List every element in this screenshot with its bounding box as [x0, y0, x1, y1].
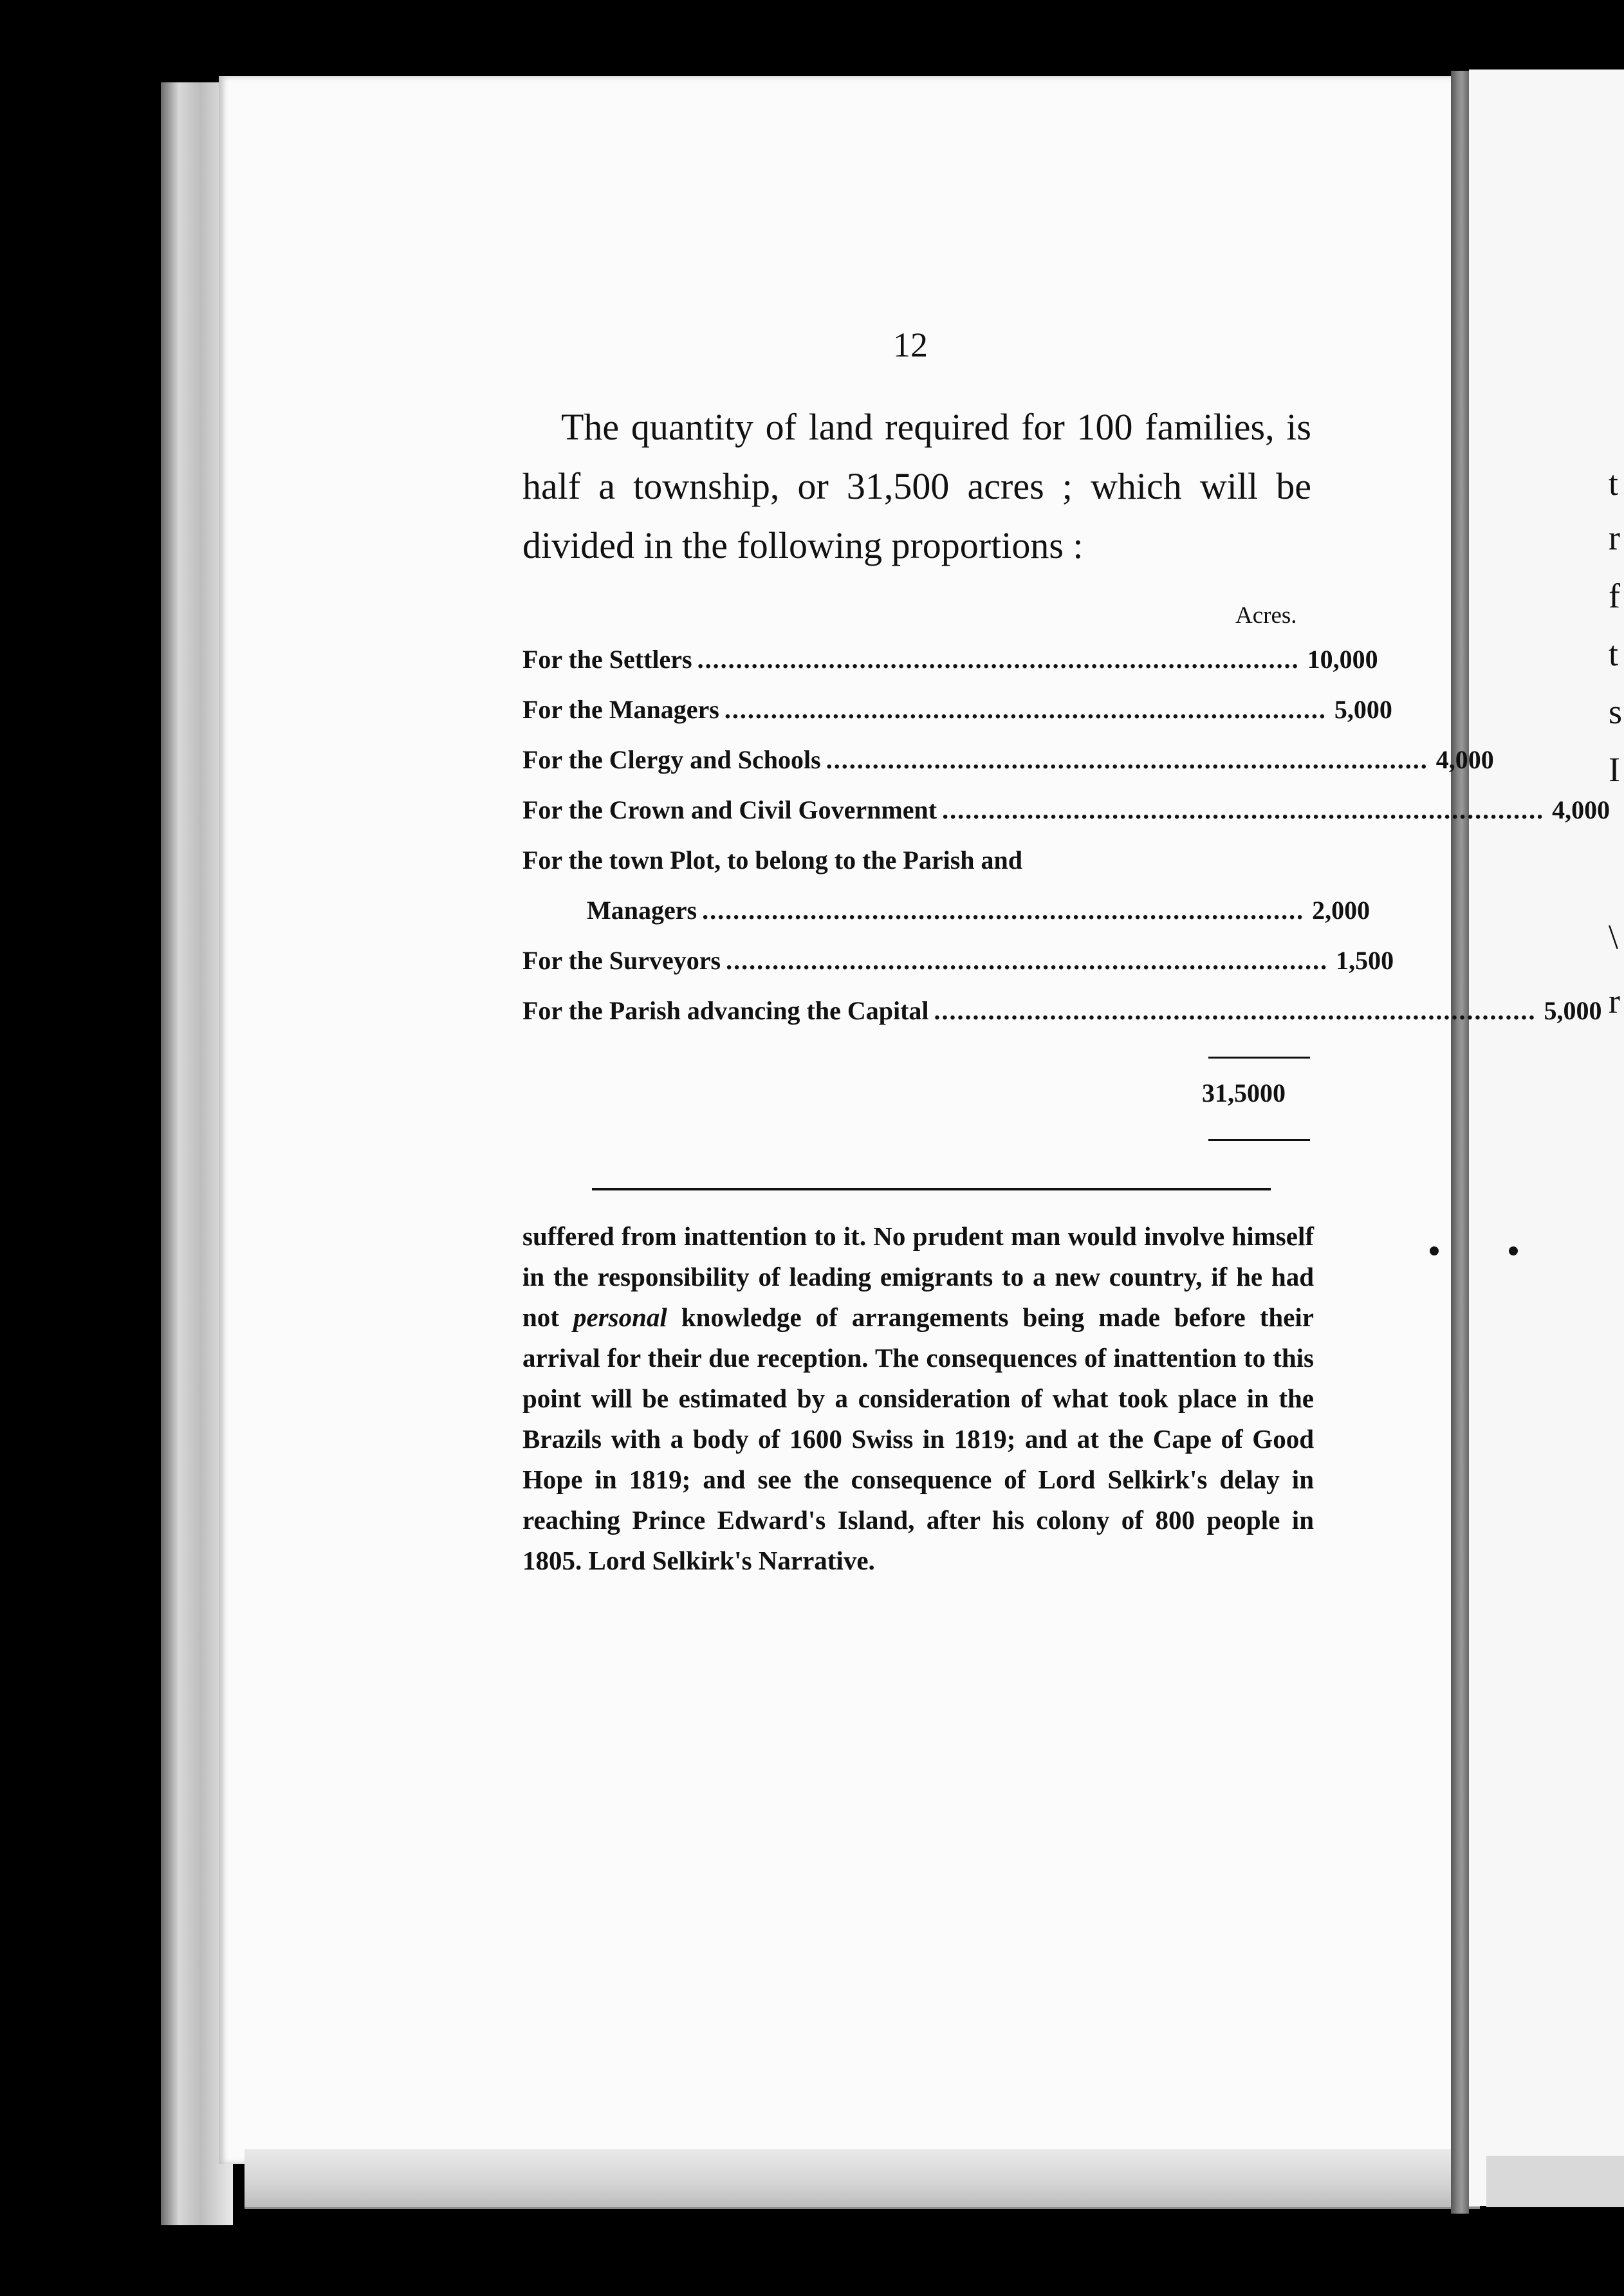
dot-leader: .............................................................................. — [934, 996, 1536, 1025]
row-label: For the Parish advancing the Capital — [522, 995, 929, 1025]
book-spine — [1451, 71, 1469, 2214]
row-value: 4,000 — [1552, 795, 1610, 824]
table-row — [522, 835, 1311, 885]
row-value: 5,000 — [1544, 995, 1602, 1025]
facing-page-fragment: r — [1609, 519, 1620, 557]
intro-paragraph: The quantity of land required for 100 families, is half a township, or 31,500 acres ; which will be divided in the following proportions : — [522, 406, 1311, 566]
dot-leader: .............................................................................. — [826, 745, 1428, 774]
ink-speck — [1430, 1246, 1439, 1255]
ink-speck — [1509, 1246, 1518, 1255]
table-row — [522, 935, 1394, 985]
row-label: For the town Plot, to belong to the Parish and — [522, 845, 1023, 875]
footnote-text: knowledge of arrangements being made before their arrival for their due reception. The consequences of inattention to this point will be estimated by a consideration of what took place in the Brazils with a body of 1600 Swiss in 1819; and at the Cape of Good Hope in 1819; and see the consequence of Lord Selkirk's delay in reaching Prince Edward's Island, after his colony of 800 people in 1805. Lord Selkirk's Narrative. — [522, 1302, 1315, 1575]
row-value: 1,500 — [1336, 945, 1394, 975]
facing-page-fragment: t — [1609, 464, 1619, 503]
table-row — [522, 885, 1370, 935]
dot-leader: .............................................................................. — [726, 946, 1329, 975]
page-number: 12 — [893, 326, 928, 364]
row-label: Managers — [587, 895, 697, 925]
table-row — [522, 734, 1494, 784]
row-label: For the Managers — [522, 694, 719, 724]
table-row — [522, 634, 1378, 684]
footnote-separator — [592, 1188, 1271, 1190]
facing-page-fragment: \ — [1609, 918, 1619, 956]
book-page — [219, 76, 1459, 2164]
table-row — [522, 985, 1602, 1035]
footnote-emphasis: personal — [573, 1302, 667, 1332]
page-bottom-fold — [245, 2149, 1480, 2209]
total-rule-bottom — [1208, 1139, 1310, 1141]
row-label: For the Crown and Civil Government — [522, 795, 937, 824]
row-label: For the Settlers — [522, 644, 692, 674]
land-allocation-table — [522, 634, 1610, 1035]
dot-leader: .............................................................................. — [942, 795, 1545, 824]
row-value: 5,000 — [1334, 694, 1392, 724]
dot-leader: .............................................................................. — [724, 695, 1327, 724]
row-value: 10,000 — [1307, 644, 1378, 674]
facing-page-fragment: t — [1609, 634, 1619, 673]
dot-leader: .............................................................................. — [702, 896, 1305, 925]
facing-page-fragment: s — [1609, 692, 1623, 731]
table-row — [522, 784, 1610, 835]
total-value: 31,5000 — [1202, 1079, 1286, 1107]
facing-page-fragment: I — [1609, 750, 1620, 789]
acres-column-header: Acres. — [1235, 602, 1297, 629]
total-rule-top — [1208, 1057, 1310, 1059]
dot-leader: .............................................................................. — [697, 645, 1300, 674]
facing-page-bottom — [1486, 2156, 1624, 2207]
table-row — [522, 684, 1392, 734]
row-value: 2,000 — [1312, 895, 1370, 925]
facing-page — [1469, 69, 1624, 2206]
footnote-text: suffered from inattention to it. No prudent man would involve himself in the responsibility of leading emigrants to a new country, if he had not — [522, 1221, 1314, 1332]
row-value: 4,000 — [1435, 745, 1494, 774]
facing-page-fragment: f — [1609, 577, 1620, 615]
facing-page-fragment: r — [1609, 982, 1620, 1021]
row-label: For the Surveyors — [522, 945, 721, 975]
row-label: For the Clergy and Schools — [522, 745, 821, 774]
footnote-paragraph — [522, 1216, 1314, 1581]
